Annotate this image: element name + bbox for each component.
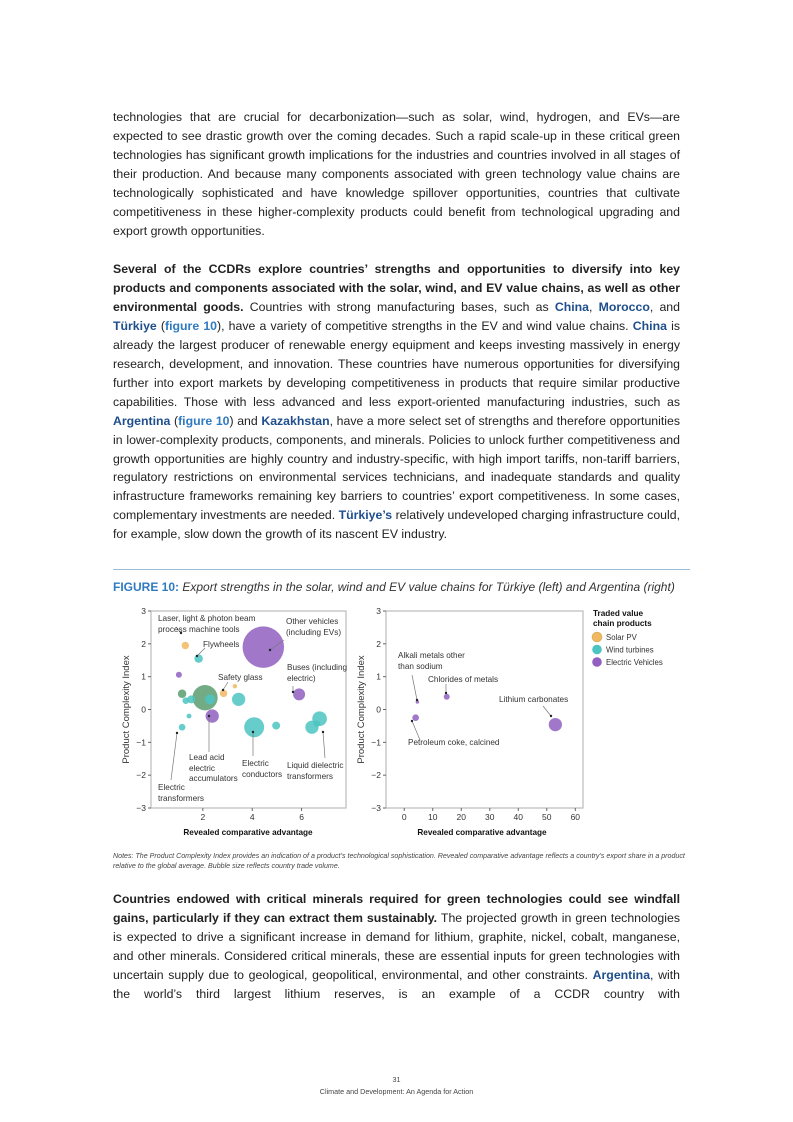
text-run: Countries with strong manufacturing bases, such as (243, 299, 555, 314)
bubble-electric-vehicles (206, 709, 219, 722)
y-axis-label: Product Complexity Index (356, 655, 367, 764)
bubble-electric-vehicles (293, 688, 305, 700)
page-number: 31 (392, 1075, 401, 1084)
annotation-arrowhead (269, 649, 271, 651)
text-run: relatively undeveloped charging infrastructure could, for example, slow down the growth of its nascent EV industry. (113, 508, 680, 542)
text-run: ( (170, 413, 179, 428)
country-link[interactable]: Kazakhstan (261, 413, 330, 428)
annotation-line: Petroleum coke, calcined (408, 738, 500, 747)
x-tick-label: 0 (401, 812, 407, 822)
x-tick-label: 60 (570, 812, 581, 822)
chart-annotation (189, 753, 238, 785)
footer-title: Climate and Development: An Agenda for Action (319, 1087, 474, 1096)
bubble-wind-turbines (205, 694, 215, 704)
legend-swatch-electric-vehicles (592, 657, 602, 667)
figure-link[interactable]: figure 10 (165, 318, 218, 333)
bubble-wind-turbines (314, 720, 321, 727)
chart-annotation (398, 651, 465, 672)
legend-label: Wind turbines (606, 645, 654, 655)
x-axis-label: Revealed comparative advantage (417, 828, 547, 837)
text-run: , with the world’s third largest lithium reserves, is an example of a CCDR country with (113, 967, 681, 1001)
bubble-solar-pv (182, 642, 189, 649)
annotation-arrowhead (550, 715, 552, 717)
legend-title (593, 609, 652, 628)
bubble-wind-turbines (244, 717, 264, 737)
figure-title: Export strengths in the solar, wind and EV value chains for Türkiye (left) and Argentina (right) (179, 580, 675, 594)
annotation-arrowhead (411, 720, 413, 722)
body-paragraph-3 (113, 890, 680, 1004)
x-tick-label: 6 (299, 812, 304, 822)
lead-sentence: Countries endowed with critical minerals required for green technologies could see windfall gains, particularly if they can extract them sustainably. (113, 892, 680, 925)
legend-swatch-solar-pv (592, 632, 602, 642)
annotation-line: Chlorides of metals (428, 675, 499, 684)
bubble-wind-turbines (232, 693, 245, 706)
annotation-line: Electric (158, 783, 185, 792)
text-run: is already the largest producer of renewable energy equipment and keeps investing massively in energy research, development, and innovation. These countries have numerous opportunities for diversifying further into export markets by developing competitiveness in products that require similar productive capabilities. Those with less advanced and less export-oriented manufacturing industries, such as (113, 318, 680, 409)
y-tick-label: 2 (376, 638, 381, 649)
annotation-line: Liquid dielectric (287, 761, 344, 770)
legend-title-line: chain products (593, 619, 652, 628)
plot-area (386, 611, 583, 808)
bubble-electric-vehicles (176, 672, 182, 678)
chart-annotation (203, 640, 239, 651)
bubble-solar-pv (233, 684, 237, 688)
text-run: ) and (229, 413, 262, 428)
text-run: ), have a variety of competitive strengths in the EV and wind value chains. (217, 318, 633, 333)
legend-label: Electric Vehicles (606, 658, 663, 667)
chart-annotation (287, 761, 343, 782)
annotation-line: transformers (287, 771, 333, 781)
annotation-line: Other vehicles (286, 617, 339, 626)
annotation-line: process machine tools (158, 624, 240, 634)
y-tick-label: 2 (141, 638, 146, 649)
annotation-arrowhead (416, 699, 418, 701)
annotation-arrowhead (208, 715, 210, 717)
annotation-line: accumulators (189, 774, 238, 783)
chart-annotation (287, 663, 347, 684)
figure-label: FIGURE 10: (113, 580, 180, 594)
x-tick-label: 40 (513, 812, 524, 822)
text-run: ( (156, 318, 166, 333)
annotation-arrowhead (222, 689, 224, 691)
y-tick-label: 1 (376, 671, 381, 682)
annotation-arrowhead (445, 692, 447, 694)
country-link[interactable]: Türkiye’s (338, 508, 393, 523)
annotation-arrowhead (176, 732, 178, 734)
chart-annotation (218, 673, 263, 684)
x-tick-label: 4 (249, 812, 255, 822)
y-tick-label: −3 (136, 803, 146, 813)
annotation-line: Laser, light & photon beam (158, 614, 256, 623)
text-run: , and (649, 299, 680, 314)
chart-annotation (499, 695, 568, 706)
text-run: technologies that are crucial for decarbonization—such as solar, wind, hydrogen, and EVs—are expected to see drastic growth over the coming decades. Such a rapid scale-up in these critical green technologies has significant growth implications for the industries and countries involved in all stages of their production. And because many components associated with green technology value chains are technologically sophisticated and have knowledge spillover opportunities, countries that cultivate competitiveness in these higher-complexity products could benefit from technological upgrading and export growth opportunities. (113, 110, 680, 238)
bubble-wind-turbines (179, 724, 186, 731)
country-link[interactable]: Morocco (598, 299, 650, 314)
annotation-line: (including EVs) (286, 627, 342, 637)
y-tick-label: 1 (141, 671, 146, 682)
annotation-line: Lead acid (189, 753, 225, 762)
y-tick-label: 0 (376, 704, 381, 715)
annotation-line: conductors (242, 769, 283, 779)
y-tick-label: 3 (376, 606, 381, 616)
annotation-arrowhead (196, 655, 198, 657)
y-tick-label: 0 (141, 704, 146, 715)
bubble-electric-vehicles (549, 718, 562, 731)
annotation-line: Safety glass (218, 673, 263, 682)
annotation-arrowhead (322, 731, 324, 733)
chart-annotation (408, 738, 499, 749)
y-tick-label: −2 (136, 770, 146, 781)
lead-sentence: Several of the CCDRs explore countries’ strengths and opportunities to diversify into key products and components associated with the solar, wind, and EV value chains, as well as other environmental goods. (113, 262, 680, 314)
x-tick-label: 2 (200, 812, 206, 822)
x-tick-label: 20 (456, 812, 466, 822)
annotation-line: Electric (242, 759, 269, 768)
bubble-wind-turbines (187, 714, 192, 719)
annotation-line: Alkali metals other (398, 651, 465, 660)
figure-notes: Notes: The Product Complexity Index provides an indication of a product’s technological sophistication. Revealed comparative advantage reflects a country’s export share in a product relative to the global average. Bubble size reflects country trade volume. (113, 852, 685, 870)
text-run: , have a more select set of strengths and therefore opportunities in lower-complexity products, components, and minerals. Policies to unlock further competitiveness and growth opportunities are highly country and industry-specific, with high import tariffs, non-tariff barriers, regulatory restrictions on environmental services technicians, and inadequate standards and quality infrastructure frameworks remaining key barriers to countries’ export competitiveness. In some cases, complementary investments are needed. (113, 413, 680, 523)
y-tick-label: −1 (371, 737, 381, 748)
chart-annotation (428, 675, 498, 686)
country-link[interactable]: China (554, 299, 589, 314)
bubble-wind-turbines (272, 722, 280, 730)
annotation-line: than sodium (398, 661, 443, 671)
bubble-wind-turbines (178, 689, 186, 697)
x-axis-label: Revealed comparative advantage (183, 828, 313, 837)
text-run: , (589, 299, 599, 314)
annotation-arrowhead (292, 691, 294, 693)
bubble-electric-vehicles (412, 714, 419, 721)
country-link[interactable]: Türkiye (113, 318, 157, 333)
y-tick-label: −2 (371, 770, 381, 781)
x-tick-label: 10 (428, 812, 438, 822)
y-tick-label: 3 (141, 606, 146, 616)
legend-title-line: Traded value (593, 609, 644, 618)
text-run: The projected growth in green technologies is expected to drive a significant increase in demand for lithium, graphite, nickel, cobalt, manganese, and other minerals. Considered critical minerals, these are essential inputs for green technologies with uncertain supply due to geological, geopolitical, environmental, and other constraints. (113, 910, 680, 982)
legend-swatch-wind-turbines (592, 645, 602, 655)
annotation-line: Lithium carbonates (499, 695, 569, 704)
legend-label: Solar PV (606, 633, 637, 642)
x-tick-label: 30 (485, 812, 495, 822)
chart-annotation (242, 759, 282, 780)
annotation-line: electric) (287, 673, 316, 683)
bubble-electric-vehicles (444, 694, 450, 700)
annotation-arrowhead (252, 731, 254, 733)
annotation-line: transformers (158, 793, 204, 803)
y-axis-label: Product Complexity Index (121, 655, 132, 764)
y-tick-label: −1 (136, 737, 146, 748)
y-tick-label: −3 (371, 803, 381, 813)
country-link[interactable]: Argentina (113, 413, 171, 428)
chart-annotation (158, 783, 204, 804)
annotation-line: Buses (including (287, 663, 348, 672)
country-link[interactable]: China (632, 318, 667, 333)
annotation-line: Flywheels (203, 640, 240, 649)
chart-annotation (286, 617, 341, 638)
annotation-line: electric (189, 763, 215, 773)
figure-link[interactable]: figure 10 (178, 413, 230, 428)
bubble-wind-turbines (194, 654, 202, 662)
country-link[interactable]: Argentina (592, 967, 651, 982)
bubble-wind-turbines (187, 695, 195, 703)
x-tick-label: 50 (542, 812, 552, 822)
chart-annotation (158, 614, 255, 635)
